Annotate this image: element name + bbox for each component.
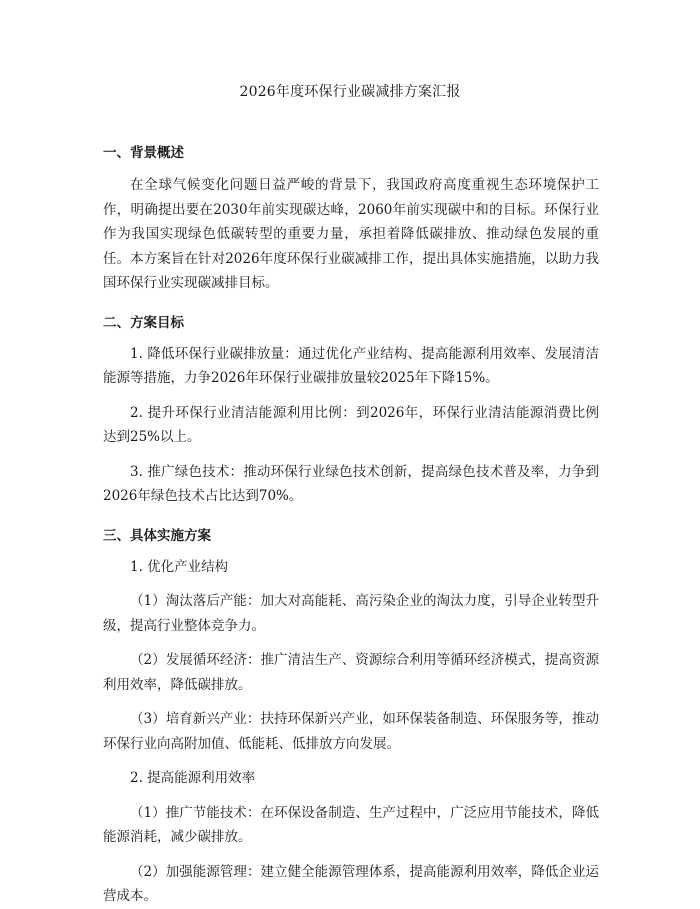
- measure-item: （3）培育新兴产业：扶持环保新兴产业，如环保装备制造、环保服务等，推动环保行业向高附加值、低能耗、低排放方向发展。: [103, 711, 599, 752]
- goal-item: 1. 降低环保行业碳排放量：通过优化产业结构、提高能源利用效率、发展清洁能源等措施，力争2026年环保行业碳排放量较2025年下降15%。: [103, 345, 599, 386]
- measure-item: （2）发展循环经济：推广清洁生产、资源综合利用等循环经济模式，提高资源利用效率，降低碳排放。: [103, 652, 599, 693]
- goal-item: 3. 推广绿色技术：推动环保行业绿色技术创新，提高绿色技术普及率，力争到2026年绿色技术占比达到70%。: [103, 463, 599, 504]
- document-title: 2026年度环保行业碳减排方案汇报: [239, 84, 461, 100]
- measure-item: （1）推广节能技术：在环保设备制造、生产过程中，广泛应用节能技术，降低能源消耗，减少碳排放。: [103, 804, 599, 845]
- measure-item: （1）淘汰落后产能：加大对高能耗、高污染企业的淘汰力度，引导企业转型升级，提高行业整体竞争力。: [103, 593, 599, 634]
- subsection-heading: 1. 优化产业结构: [130, 558, 229, 575]
- document-body: [103, 143, 599, 909]
- goal-item: 2. 提升环保行业清洁能源利用比例：到2026年，环保行业清洁能源消费比例达到25%以上。: [103, 404, 599, 445]
- section-heading-implementation: 三、具体实施方案: [103, 527, 211, 544]
- section-heading-goals: 二、方案目标: [103, 314, 184, 331]
- section-heading-background: 一、背景概述: [103, 145, 184, 161]
- subsection-heading: 2. 提高能源利用效率: [130, 770, 256, 786]
- measure-item: （2）加强能源管理：建立健全能源管理体系，提高能源利用效率，降低企业运营成本。: [103, 863, 599, 904]
- paragraph-background: 在全球气候变化问题日益严峻的背景下，我国政府高度重视生态环境保护工作，明确提出要在2030年前实现碳达峰，2060年前实现碳中和的目标。环保行业作为我国实现绿色低碳转型的重要力量，承担着降低碳排放、推动绿色发展的重任。本方案旨在针对2026年度环保行业碳减排工作，提出具体实施措施，以助力我国环保行业实现碳减排目标。: [103, 177, 599, 291]
